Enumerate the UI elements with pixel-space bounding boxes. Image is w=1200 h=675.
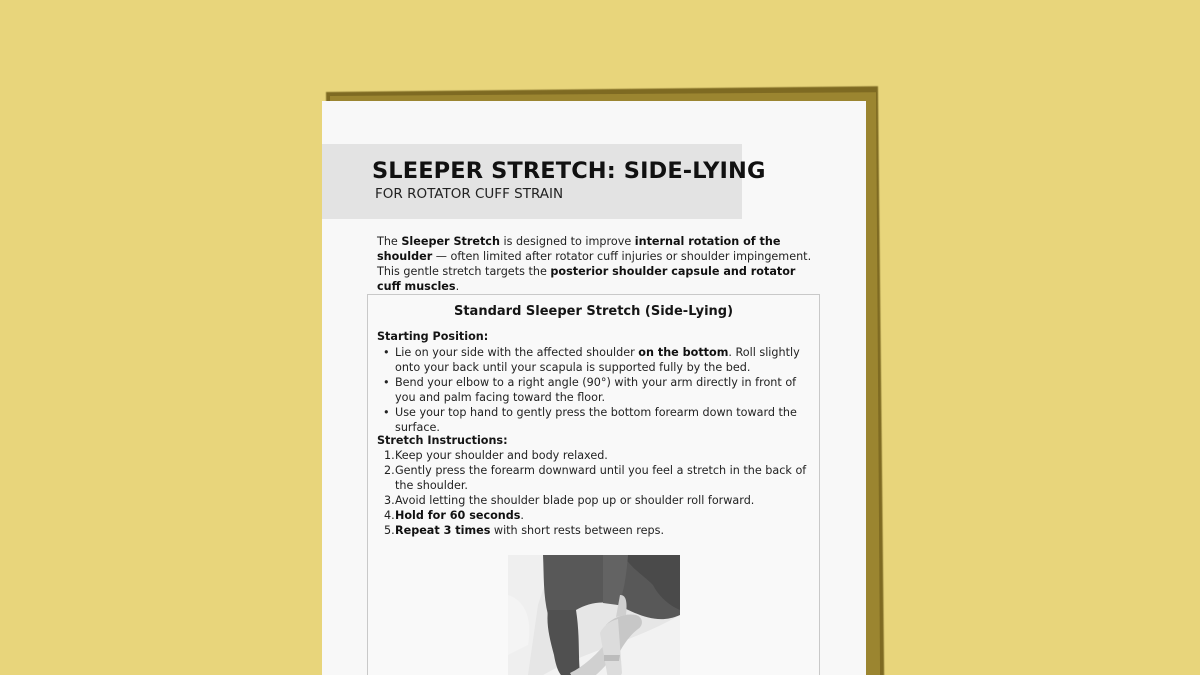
item-number: 3.: [384, 494, 395, 507]
intro-text: is designed to improve: [499, 235, 635, 248]
stretch-instructions-heading: Stretch Instructions:: [377, 434, 508, 447]
list-item: [377, 448, 807, 463]
list-item: [377, 508, 807, 523]
item-number: 5.: [384, 524, 395, 537]
item-text: .: [520, 509, 524, 522]
intro-bold: internal rotation of the shoulder: [377, 235, 781, 263]
item-text: Lie on your side with the affected shoulder: [395, 346, 639, 359]
item-text: Gently press the forearm downward until you feel a stretch in the back of the shoulder.: [395, 464, 807, 492]
item-text: Bend your elbow to a right angle (90°) with your arm directly in front of you and palm facing toward the floor.: [395, 376, 797, 404]
item-text: Keep your shoulder and body relaxed.: [395, 449, 608, 462]
starting-position-heading: Starting Position:: [377, 330, 489, 343]
item-text: . Roll slightly onto your back until your scapula is supported fully by the bed.: [395, 346, 800, 374]
intro-text: — often limited after rotator cuff injuries or shoulder impingement. This gentle stretch targets the: [377, 250, 812, 278]
list-item: [377, 463, 807, 493]
list-item: [377, 523, 807, 538]
item-bold: Hold for 60 seconds: [395, 509, 521, 522]
stretch-photo-illustration: [508, 555, 680, 675]
stretch-photo: [508, 555, 680, 675]
list-item: [377, 375, 807, 405]
bullet-icon: •: [383, 346, 390, 359]
item-number: 1.: [384, 449, 395, 462]
intro-bold: Sleeper Stretch: [401, 235, 500, 248]
starting-position-list: [377, 345, 807, 435]
item-text: with short rests between reps.: [490, 524, 665, 537]
bullet-icon: •: [383, 406, 390, 419]
box-title: Standard Sleeper Stretch (Side-Lying): [453, 304, 734, 319]
bullet-icon: •: [383, 376, 390, 389]
intro-text: The: [377, 235, 402, 248]
stretch-instructions-list: [377, 448, 807, 538]
list-item: [377, 493, 807, 508]
intro-bold: posterior shoulder capsule and rotator cuff muscles: [377, 265, 796, 293]
item-bold: Repeat 3 times: [395, 524, 491, 537]
document-title: SLEEPER STRETCH: SIDE-LYING: [372, 158, 766, 184]
item-number: 2.: [384, 464, 395, 477]
list-item: [377, 345, 807, 375]
instruction-box: [367, 294, 820, 675]
item-bold: on the bottom: [638, 346, 729, 359]
document-page: [322, 101, 866, 675]
list-item: [377, 405, 807, 435]
item-text: Use your top hand to gently press the bottom forearm down toward the surface.: [395, 406, 797, 434]
item-number: 4.: [384, 509, 395, 522]
item-text: Avoid letting the shoulder blade pop up or shoulder roll forward.: [395, 494, 755, 507]
document-subtitle: FOR ROTATOR CUFF STRAIN: [375, 186, 564, 202]
intro-paragraph: [377, 234, 822, 294]
intro-text: .: [455, 280, 460, 293]
